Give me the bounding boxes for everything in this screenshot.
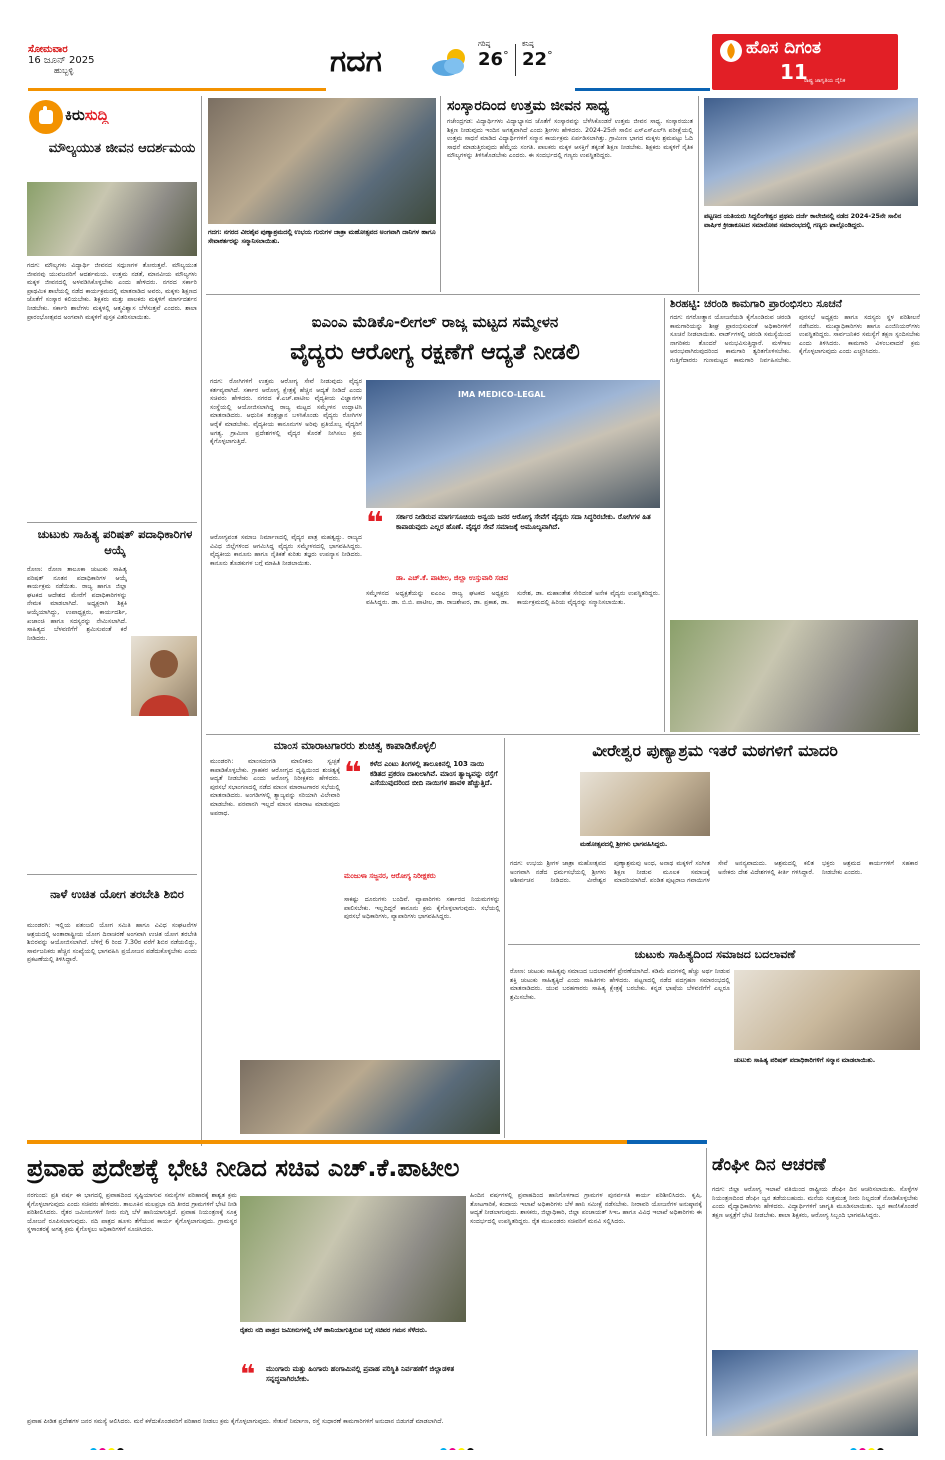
ima-right-rule xyxy=(664,298,665,732)
brand-block xyxy=(712,34,898,90)
meat-quote-mark: ❝ xyxy=(344,760,362,788)
ima-body-2: ಆರೋಗ್ಯವಂತ ಸಮಾಜ ನಿರ್ಮಾಣದಲ್ಲಿ ವೈದ್ಯರ ಪಾತ್ರ ಮಹತ್ವದ್ದು. ರಾಜ್ಯದ ವಿವಿಧ ಜಿಲ್ಲೆಗಳಿಂದ ಆಗಮಿಸಿದ್ದ ವೈದ್ಯರು ಸಮ್ಮೇಳನದಲ್ಲಿ ಭಾಗವಹಿಸಿದ್ದರು. ವೈದ್ಯಕೀಯ ಕಾನೂನು ಹಾಗೂ ನೈತಿಕತೆ ಕುರಿತು ತಜ್ಞರು ಉಪನ್ಯಾಸ ನೀಡಿದರು. ಕಾನೂನು ತೊಡಕುಗಳ ಬಗ್ಗೆ ಮಾಹಿತಿ ನೀಡಲಾಯಿತು. xyxy=(210,534,362,567)
sidebar-story3-body: ಮುಂಡರಗಿ: ಇಲ್ಲಿಯ ಪತಂಜಲಿ ಯೋಗ ಸಮಿತಿ ಹಾಗೂ ವಿವಿಧ ಸಂಘಟನೆಗಳ ಆಶ್ರಯದಲ್ಲಿ ಅಂತಾರಾಷ್ಟ್ರೀಯ ಯೋಗ ದಿನಾಚರಣೆ ಅಂಗವಾಗಿ ಉಚಿತ ಯೋಗ ತರಬೇತಿ ಶಿಬಿರವನ್ನು ಆಯೋಜಿಸಲಾಗಿದೆ. ಬೆಳಿಗ್ಗೆ 6 ರಿಂದ 7.30ರ ವರೆಗೆ ಶಿಬಿರ ನಡೆಯಲಿದ್ದು, ಸಾರ್ವಜನಿಕರು ಹೆಚ್ಚಿನ ಸಂಖ್ಯೆಯಲ್ಲಿ ಭಾಗವಹಿಸಿ ಪ್ರಯೋಜನ ಪಡೆದುಕೊಳ್ಳಬೇಕು ಎಂದು ಪ್ರಕಟಣೆಯಲ್ಲಿ ತಿಳಿಸಿದ್ದಾರೆ. xyxy=(27,922,197,964)
registration-dots-left xyxy=(90,1440,150,1450)
sidebar-divider-2 xyxy=(27,874,197,875)
ima-quote-by: ಡಾ. ಎಚ್.ಕೆ. ಪಾಟೀಲ, ಜಿಲ್ಲಾ ಉಸ್ತುವಾರಿ ಸಚಿವ xyxy=(396,574,508,582)
top-story-title: ಸಂಸ್ಕಾರದಿಂದ ಉತ್ತಮ ಜೀವನ ಸಾಧ್ಯ xyxy=(447,98,610,114)
sidebar xyxy=(27,96,199,1146)
max-temp: 26 xyxy=(478,49,504,70)
top-photo-2 xyxy=(704,98,918,206)
bottom-body-1: ನರಗುಂದ: ಪ್ರತಿ ವರ್ಷ ಈ ಭಾಗದಲ್ಲಿ ಪ್ರವಾಹದಿಂದ ಸೃಷ್ಟಿಯಾಗುವ ಸಮಸ್ಯೆಗಳ ಪರಿಹಾರಕ್ಕೆ ಶಾಶ್ವತ ಕ್ರಮ ಕೈಗೊಳ್ಳಲಾಗುವುದು ಎಂದು ಸಚಿವರು ಹೇಳಿದರು. ತಾಲೂಕಿನ ಮಲಪ್ರಭಾ ನದಿ ತೀರದ ಗ್ರಾಮಗಳಿಗೆ ಭೇಟಿ ನೀಡಿ ಪರಿಶೀಲಿಸಿದರು. ರೈತರ ಜಮೀನುಗಳಿಗೆ ನೀರು ನುಗ್ಗಿ ಬೆಳೆ ಹಾನಿಯಾಗುತ್ತಿದೆ. ಪ್ರವಾಹ ನಿಯಂತ್ರಣಕ್ಕೆ ಸೂಕ್ತ ಯೋಜನೆ ರೂಪಿಸಲಾಗುವುದು. ನದಿ ಪಾತ್ರದ ಹೂಳು ತೆಗೆಯುವ ಕಾರ್ಯ ಕೈಗೊಳ್ಳಲಾಗುವುದು. ಗ್ರಾಮಸ್ಥರ ಸ್ಥಳಾಂತರಕ್ಕೆ ಅಗತ್ಯ ಕ್ರಮ ಕೈಗೊಳ್ಳಲು ಅಧಿಕಾರಿಗಳಿಗೆ ಸೂಚಿಸಿದರು. xyxy=(27,1192,237,1234)
bottom-photo xyxy=(240,1196,466,1322)
meat-quote: ಕಳೆದ ಎಂಟು ತಿಂಗಳಲ್ಲಿ ತಾಲೂಕಿನಲ್ಲಿ 103 ನಾಯಿ ಕಡಿತದ ಪ್ರಕರಣ ದಾಖಲಾಗಿವೆ. ಮಾಂಸ ತ್ಯಾಜ್ಯವನ್ನು ರಸ್ತೆಗೆ ಎಸೆಯುವುದರಿಂದ ಬೀದಿ ನಾಯಿಗಳ ಹಾವಳಿ ಹೆಚ್ಚುತ್ತಿದೆ. xyxy=(370,760,498,788)
top-story-body: ಗಜೇಂದ್ರಗಡ: ವಿದ್ಯಾರ್ಥಿಗಳು ವಿದ್ಯಾಭ್ಯಾಸದ ಜೊತೆಗೆ ಸಂಸ್ಕಾರವನ್ನು ಬೆಳೆಸಿಕೊಂಡರೆ ಉತ್ತಮ ಜೀವನ ಸಾಧ್ಯ. ಸಂಸ್ಕಾರಯುತ ಶಿಕ್ಷಣ ನೀಡುವುದು ಇಂದಿನ ಅಗತ್ಯವಾಗಿದೆ ಎಂದು ಶ್ರೀಗಳು ಹೇಳಿದರು. 2024-25ನೇ ಸಾಲಿನ ಎಸ್‌ಎಸ್‌ಎಲ್‌ಸಿ ಪರೀಕ್ಷೆಯಲ್ಲಿ ಉತ್ತಮ ಸಾಧನೆ ಮಾಡಿದ ವಿದ್ಯಾರ್ಥಿಗಳಿಗೆ ಸನ್ಮಾನ ಕಾರ್ಯಕ್ರಮ ಏರ್ಪಡಿಸಲಾಗಿತ್ತು. ಗ್ರಾಮೀಣ ಭಾಗದ ಮಕ್ಕಳು ಶ್ರಮಪಟ್ಟು ಓದಿ ಸಾಧನೆ ಮಾಡುತ್ತಿರುವುದು ಹೆಮ್ಮೆಯ ಸಂಗತಿ. ಪಾಲಕರು ಮಕ್ಕಳ ಆಸಕ್ತಿಗೆ ತಕ್ಕಂತೆ ಶಿಕ್ಷಣ ನೀಡಬೇಕು. ಶಿಕ್ಷಕರು ಮಕ್ಕಳಿಗೆ ನೈತಿಕ ಮೌಲ್ಯಗಳನ್ನು ತಿಳಿಸಿಕೊಡಬೇಕು ಎಂದರು. ಈ ಸಂದರ್ಭದಲ್ಲಿ ಗಣ್ಯರು ಉಪಸ್ಥಿತರಿದ್ದರು. xyxy=(447,118,693,160)
bottom-body-2: ಪ್ರವಾಹ ಪೀಡಿತ ಪ್ರದೇಶಗಳ ಜನರ ಸಮಸ್ಯೆ ಆಲಿಸಿದರು. ಮನೆ ಕಳೆದುಕೊಂಡವರಿಗೆ ಪರಿಹಾರ ನೀಡಲು ಕ್ರಮ ಕೈಗೊಳ್ಳಲಾಗುವುದು. ಸೇತುವೆ ನಿರ್ಮಾಣ, ರಸ್ತೆ ಸುಧಾರಣೆ ಕಾಮಗಾರಿಗಳಿಗೆ ಅನುದಾನ ಬಿಡುಗಡೆ ಮಾಡಲಾಗಿದೆ. xyxy=(27,1418,444,1425)
ima-body-1: ಗದಗ: ರೋಗಿಗಳಿಗೆ ಉತ್ತಮ ಆರೋಗ್ಯ ಸೇವೆ ನೀಡುವುದು ವೈದ್ಯರ ಕರ್ತವ್ಯವಾಗಿದೆ. ಸರ್ಕಾರ ಆರೋಗ್ಯ ಕ್ಷೇತ್ರಕ್ಕೆ ಹೆಚ್ಚಿನ ಆದ್ಯತೆ ನೀಡಿದೆ ಎಂದು ಸಚಿವರು ಹೇಳಿದರು. ನಗರದ ಕೆ.ಎಚ್.ಪಾಟೀಲ ವೈದ್ಯಕೀಯ ವಿಜ್ಞಾನಗಳ ಸಂಸ್ಥೆಯಲ್ಲಿ ಆಯೋಜಿಸಲಾಗಿದ್ದ ರಾಜ್ಯ ಮಟ್ಟದ ಸಮ್ಮೇಳನ ಉದ್ಘಾಟಿಸಿ ಮಾತನಾಡಿದರು. ಆಧುನಿಕ ತಂತ್ರಜ್ಞಾನ ಬಳಸಿಕೊಂಡು ವೈದ್ಯರು ರೋಗಿಗಳ ಆರೈಕೆ ಮಾಡಬೇಕು. ವೈದ್ಯಕೀಯ ಕಾನೂನುಗಳ ಅರಿವು ಪ್ರತಿಯೊಬ್ಬ ವೈದ್ಯರಿಗೆ ಅಗತ್ಯ. ಗ್ರಾಮೀಣ ಪ್ರದೇಶಗಳಲ್ಲಿ ವೈದ್ಯರ ಕೊರತೆ ನೀಗಿಸಲು ಕ್ರಮ ಕೈಗೊಳ್ಳಲಾಗುತ್ತಿದೆ. xyxy=(210,378,362,446)
max-deg: ° xyxy=(503,49,509,62)
shirahatti-title: ಶಿರಹಟ್ಟಿ: ಚರಂಡಿ ಕಾಮಗಾರಿ ಪ್ರಾರಂಭಿಸಲು ಸೂಚನೆ xyxy=(670,298,842,310)
max-label: ಗರಿಷ್ಠ xyxy=(478,40,491,48)
bottom-body-3: ಹಿಂದಿನ ವರ್ಷಗಳಲ್ಲಿ ಪ್ರವಾಹದಿಂದ ಹಾನಿಗೊಳಗಾದ ಗ್ರಾಮಗಳ ಪುನರ್ವಸತಿ ಕಾರ್ಯ ಪರಿಶೀಲಿಸಿದರು. ಕೃಷಿ, ತೋಟಗಾರಿಕೆ, ಕಂದಾಯ ಇಲಾಖೆ ಅಧಿಕಾರಿಗಳು ಬೆಳೆ ಹಾನಿ ಸಮೀಕ್ಷೆ ನಡೆಸಬೇಕು. ನೀರಾವರಿ ಯೋಜನೆಗಳ ಅನುಷ್ಠಾನಕ್ಕೆ ಆದ್ಯತೆ ನೀಡಲಾಗುವುದು. ಶಾಸಕರು, ಜಿಲ್ಲಾಧಿಕಾರಿ, ಜಿಲ್ಲಾ ಪಂಚಾಯತ್ ಸಿಇಒ ಹಾಗೂ ವಿವಿಧ ಇಲಾಖೆ ಅಧಿಕಾರಿಗಳು ಈ ಸಂದರ್ಭದಲ್ಲಿ ಉಪಸ್ಥಿತರಿದ್ದರು. ರೈತ ಮುಖಂಡರು ಸಚಿವರಿಗೆ ಮನವಿ ಸಲ್ಲಿಸಿದರು. xyxy=(470,1192,702,1225)
min-temp: 22 xyxy=(522,49,548,70)
veeresh-photo-caption: ಮಹೋತ್ಸವದಲ್ಲಿ ಶ್ರೀಗಳು ಭಾಗವಹಿಸಿದ್ದರು. xyxy=(580,840,668,848)
registration-dots-right xyxy=(850,1440,910,1450)
masthead-city: ಗದಗ xyxy=(330,44,382,79)
bottom-top-bar-blue xyxy=(627,1140,707,1144)
sidebar-vertical-rule xyxy=(201,96,202,1146)
chutuku-photo xyxy=(734,970,920,1050)
sidebar-story2-body: ರೋಣ: ರೋಣ ತಾಲೂಕಾ ಚುಟುಕು ಸಾಹಿತ್ಯ ಪರಿಷತ್ ನೂತನ ಪದಾಧಿಕಾರಿಗಳ ಆಯ್ಕೆ ಕಾರ್ಯಕ್ರಮ ನಡೆಯಿತು. ರಾಜ್ಯ ಹಾಗೂ ಜಿಲ್ಲಾ ಘಟಕದ ಆದೇಶದ ಮೇರೆಗೆ ಪದಾಧಿಕಾರಿಗಳನ್ನು ನೇಮಕ ಮಾಡಲಾಗಿದೆ. ಅಧ್ಯಕ್ಷರಾಗಿ ಶಿಕ್ಷಕಿ ಆಯ್ಕೆಯಾಗಿದ್ದು, ಉಪಾಧ್ಯಕ್ಷರು, ಕಾರ್ಯದರ್ಶಿ, ಖಜಾಂಚಿ ಹಾಗೂ ಸದಸ್ಯರನ್ನು ನೇಮಿಸಲಾಗಿದೆ. ಸಾಹಿತ್ಯದ ಬೆಳವಣಿಗೆಗೆ ಶ್ರಮಿಸುವಂತೆ ಕರೆ ನೀಡಿದರು. xyxy=(27,566,127,642)
kiru-word: ಕಿರು xyxy=(65,106,85,124)
meat-body-2: ಸಾಕಷ್ಟು ದೂರುಗಳು ಬಂದಿವೆ. ವ್ಯಾಪಾರಿಗಳು ಸರ್ಕಾರದ ನಿಯಮಗಳನ್ನು ಪಾಲಿಸಬೇಕು. ಇಲ್ಲದಿದ್ದರೆ ಕಾನೂನು ಕ್ರಮ ಕೈಗೊಳ್ಳಲಾಗುವುದು. ಸಭೆಯಲ್ಲಿ ಪುರಸಭೆ ಅಧಿಕಾರಿಗಳು, ವ್ಯಾಪಾರಿಗಳು ಭಾಗವಹಿಸಿದ್ದರು. xyxy=(344,896,500,921)
weather-max xyxy=(478,40,518,84)
ima-photo xyxy=(366,380,660,508)
masthead-edition: ಹುಬ್ಬಳ್ಳಿ xyxy=(54,66,74,75)
brand-tagline: ರಾಷ್ಟ್ರ ಜಾಗೃತಿಯ ದೈನಿಕ xyxy=(804,78,846,84)
veeresh-body: ಗದಗ: ಉಭಯ ಶ್ರೀಗಳ ಜಾತ್ರಾ ಮಹೋತ್ಸವದ ಅಂಗವಾಗಿ ನಡೆದ ಧರ್ಮಸಭೆಯಲ್ಲಿ ಶ್ರೀಗಳು ಆಶೀರ್ವಚನ ನೀಡಿದರು. ವೀರೇಶ್ವರ ಪುಣ್ಯಾಶ್ರಮವು ಅಂಧ, ಅನಾಥ ಮಕ್ಕಳಿಗೆ ಸಂಗೀತ ಶಿಕ್ಷಣ ನೀಡುವ ಮೂಲಕ ಸಮಾಜಕ್ಕೆ ಮಾದರಿಯಾಗಿದೆ. ಪಂಡಿತ ಪುಟ್ಟರಾಜ ಗವಾಯಿಗಳ ಸೇವೆ ಅನನ್ಯವಾದುದು. ಆಶ್ರಮದಲ್ಲಿ ಕಲಿತ ಅನೇಕರು ದೇಶ ವಿದೇಶಗಳಲ್ಲಿ ಕೀರ್ತಿ ಗಳಿಸಿದ್ದಾರೆ. ಭಕ್ತರು ಆಶ್ರಮದ ಕಾರ್ಯಗಳಿಗೆ ಸಹಕಾರ ನೀಡಬೇಕು ಎಂದರು. xyxy=(510,860,918,885)
top-row-bottom-rule xyxy=(206,294,920,295)
weather-icon xyxy=(428,46,472,78)
chutuku-photo-caption: ಚುಟುಕು ಸಾಹಿತ್ಯ ಪರಿಷತ್ ಪದಾಧಿಕಾರಿಗಳಿಗೆ ಸನ್ಮಾನ ಮಾಡಲಾಯಿತು. xyxy=(734,1056,876,1064)
top-photo-1-caption: ಗದಗ: ನಗರದ ವೀರಶೈವ ಪುಣ್ಯಾಶ್ರಮದಲ್ಲಿ ಉಭಯ ಗುರುಗಳ ಜಾತ್ರಾ ಮಹೋತ್ಸವದ ಅಂಗವಾಗಿ ದಾನಿಗಳ ಹಾಗೂ ಸೇವಾಕರ್ತರನ್ನು ಸನ್ಮಾನಿಸಲಾಯಿತು. xyxy=(208,228,436,245)
veeresh-bottom-rule xyxy=(508,944,920,945)
ima-banner-text: IMA MEDICO-LEGAL xyxy=(458,390,546,399)
top-vertical-rule-2 xyxy=(698,96,699,292)
hand-icon xyxy=(29,100,63,134)
veeresh-photo xyxy=(580,772,710,836)
sidebar-story2-photo xyxy=(131,636,197,716)
chutuku-body: ರೋಣ: ಚುಟುಕು ಸಾಹಿತ್ಯವು ಸಮಾಜದ ಬದಲಾವಣೆಗೆ ಪ್ರೇರಣೆಯಾಗಿದೆ. ಕಡಿಮೆ ಪದಗಳಲ್ಲಿ ಹೆಚ್ಚು ಅರ್ಥ ನೀಡುವ ಶಕ್ತಿ ಚುಟುಕು ಸಾಹಿತ್ಯಕ್ಕಿದೆ ಎಂದು ಸಾಹಿತಿಗಳು ಹೇಳಿದರು. ಪಟ್ಟಣದಲ್ಲಿ ನಡೆದ ಪದಗ್ರಹಣ ಸಮಾರಂಭದಲ್ಲಿ ಮಾತನಾಡಿದರು. ಯುವ ಬರಹಗಾರರು ಸಾಹಿತ್ಯ ಕ್ಷೇತ್ರಕ್ಕೆ ಬರಬೇಕು. ಕನ್ನಡ ಭಾಷೆಯ ಬೆಳವಣಿಗೆಗೆ ಎಲ್ಲರೂ ಶ್ರಮಿಸಬೇಕು. xyxy=(510,968,730,1001)
sidebar-divider-1 xyxy=(27,522,197,523)
sidebar-story1-body: ಗದಗ: ಮೌಲ್ಯಗಳು ವಿದ್ಯಾರ್ಥಿ ಜೀವನದ ಸದ್ಗುಣಗಳ ತೋರುತ್ತವೆ. ಮೌಲ್ಯಯುತ ಜೀವನವು ಯುವಜನರಿಗೆ ಆದರ್ಶಮಯ. ಉತ್ತಮ ನಡತೆ, ಮಾನವೀಯ ಮೌಲ್ಯಗಳು ಮಕ್ಕಳ ಜೀವನದಲ್ಲಿ ಅಳವಡಿಸಿಕೊಳ್ಳಬೇಕು ಎಂದು ಹೇಳಿದರು. ನಗರದ ಸರ್ಕಾರಿ ಪ್ರಾಥಮಿಕ ಶಾಲೆಯಲ್ಲಿ ನಡೆದ ಕಾರ್ಯಕ್ರಮದಲ್ಲಿ ಮಾತನಾಡಿದ ಅವರು, ಮಕ್ಕಳು ಶಿಕ್ಷಣದ ಜೊತೆಗೆ ಸಂಸ್ಕಾರ ಕಲಿಯಬೇಕು. ಶಿಕ್ಷಕರು ಮತ್ತು ಪಾಲಕರು ಮಕ್ಕಳಿಗೆ ಮಾರ್ಗದರ್ಶನ ನೀಡಬೇಕು. ಸರ್ಕಾರಿ ಶಾಲೆಗಳು ಮಕ್ಕಳಲ್ಲಿ ಆತ್ಮವಿಶ್ವಾಸ ಬೆಳೆಸುತ್ತವೆ ಎಂದರು. ಶಾಲಾ ಪ್ರಾರಂಭೋತ್ಸವದ ಅಂಗವಾಗಿ ಮಕ್ಕಳಿಗೆ ಪುಸ್ತಕ ವಿತರಿಸಲಾಯಿತು. xyxy=(27,262,197,321)
brand-name: ಹೊಸ ದಿಗಂತ xyxy=(746,38,821,58)
dengue-title: ಡೆಂಘೀ ದಿನ ಆಚರಣೆ xyxy=(712,1155,826,1175)
masthead-left-bar xyxy=(28,88,326,91)
suddi-word: ಸುದ್ದಿ xyxy=(84,106,109,124)
meat-right-rule xyxy=(504,738,505,1138)
bottom-headline: ಪ್ರವಾಹ ಪ್ರದೇಶಕ್ಕೆ ಭೇಟಿ ನೀಡಿದ ಸಚಿವ ಎಚ್.ಕೆ.ಪಾಟೀಲ xyxy=(27,1154,460,1182)
chutuku-title: ಚುಟುಕು ಸಾಹಿತ್ಯದಿಂದ ಸಮಾಜದ ಬದಲಾವಣೆ xyxy=(634,948,796,961)
weather-divider xyxy=(515,44,516,76)
sidebar-story1-photo xyxy=(27,182,197,256)
sidebar-story2-title: ಚುಟುಕು ಸಾಹಿತ್ಯ ಪರಿಷತ್ ಪದಾಧಿಕಾರಿಗಳ ಆಯ್ಕೆ xyxy=(37,527,193,557)
bottom-vertical-rule xyxy=(706,1148,707,1436)
ima-headline: ವೈದ್ಯರು ಆರೋಗ್ಯ ರಕ್ಷಣೆಗೆ ಆದ್ಯತೆ ನೀಡಲಿ xyxy=(290,340,580,365)
meat-title: ಮಾಂಸ ಮಾರಾಟಗಾರರು ಶುಚಿತ್ವ ಕಾಪಾಡಿಕೊಳ್ಳಲಿ xyxy=(273,740,437,752)
bottom-top-bar-orange xyxy=(27,1140,627,1144)
page-number: 11 xyxy=(780,60,808,84)
meat-body-1: ಮುಂಡರಗಿ: ಮಾಂಸದಂಗಡಿ ಮಾಲೀಕರು ಸ್ವಚ್ಛತೆ ಕಾಪಾಡಿಕೊಳ್ಳಬೇಕು. ಗ್ರಾಹಕರ ಆರೋಗ್ಯದ ದೃಷ್ಟಿಯಿಂದ ಶುಚಿತ್ವಕ್ಕೆ ಆದ್ಯತೆ ನೀಡಬೇಕು ಎಂದು ಆರೋಗ್ಯ ನಿರೀಕ್ಷಕರು ಹೇಳಿದರು. ಪುರಸಭೆ ಸಭಾಂಗಣದಲ್ಲಿ ನಡೆದ ಮಾಂಸ ಮಾರಾಟಗಾರರ ಸಭೆಯಲ್ಲಿ ಮಾತನಾಡಿದರು. ಅಂಗಡಿಗಳಲ್ಲಿ ತ್ಯಾಜ್ಯವನ್ನು ಸರಿಯಾಗಿ ವಿಲೇವಾರಿ ಮಾಡಬೇಕು. ಪರವಾನಗಿ ಇಲ್ಲದೆ ಮಾಂಸ ಮಾರಾಟ ಮಾಡುವುದು ಅಪರಾಧ. xyxy=(210,758,340,817)
min-deg: ° xyxy=(547,49,553,62)
mid-row-rule xyxy=(206,734,920,735)
masthead xyxy=(0,0,945,92)
shirahatti-body: ಗದಗ: ನಗರೋತ್ಥಾನ ಯೋಜನೆಯಡಿ ಕೈಗೊಂಡಿರುವ ಚರಂಡಿ ಕಾಮಗಾರಿಯನ್ನು ಶೀಘ್ರ ಪ್ರಾರಂಭಿಸುವಂತೆ ಅಧಿಕಾರಿಗಳಿಗೆ ಸೂಚನೆ ನೀಡಲಾಯಿತು. ವಾರ್ಡ್‌ಗಳಲ್ಲಿ ಚರಂಡಿ ಸಮಸ್ಯೆಯಿಂದ ನಾಗರಿಕರು ತೊಂದರೆ ಅನುಭವಿಸುತ್ತಿದ್ದಾರೆ. ಮಳೆಗಾಲ ಆರಂಭವಾಗಿರುವುದರಿಂದ ಕಾಮಗಾರಿ ತ್ವರಿತಗೊಳಿಸಬೇಕು. ಗುತ್ತಿಗೆದಾರರು ಗುಣಮಟ್ಟದ ಕಾಮಗಾರಿ ನಿರ್ವಹಿಸಬೇಕು. ಪುರಸಭೆ ಅಧ್ಯಕ್ಷರು ಹಾಗೂ ಸದಸ್ಯರು ಸ್ಥಳ ಪರಿಶೀಲನೆ ನಡೆಸಿದರು. ಮುಖ್ಯಾಧಿಕಾರಿಗಳು ಹಾಗೂ ಎಂಜಿನಿಯರ್‌ಗಳು ಉಪಸ್ಥಿತರಿದ್ದರು. ಸಾರ್ವಜನಿಕರ ಸಮಸ್ಯೆಗೆ ತಕ್ಷಣ ಸ್ಪಂದಿಸಬೇಕು ಎಂದು ತಿಳಿಸಿದರು. ಕಾಮಗಾರಿ ವಿಳಂಬವಾದರೆ ಕ್ರಮ ಕೈಗೊಳ್ಳಲಾಗುವುದು ಎಂದು ಎಚ್ಚರಿಸಿದರು. xyxy=(670,314,920,364)
ima-kicker: ಐಎಂಎ ಮೆಡಿಕೊ-ಲೀಗಲ್ ರಾಜ್ಯ ಮಟ್ಟದ ಸಮ್ಮೇಳನ xyxy=(311,313,559,331)
masthead-date: 16 ಜೂನ್ 2025 xyxy=(28,55,95,66)
bottom-quote: ಮುಂಗಾರು ಮತ್ತು ಹಿಂಗಾರು ಹಂಗಾಮಿನಲ್ಲಿ ಪ್ರವಾಹ ಪರಿಸ್ಥಿತಿ ನಿರ್ವಹಣೆಗೆ ಜಿಲ್ಲಾಡಳಿತ ಸನ್ನದ್ಧವಾಗಿರಬೇಕು. xyxy=(266,1365,455,1383)
min-label: ಕನಿಷ್ಠ xyxy=(522,40,534,48)
bottom-quote-mark: ❝ xyxy=(240,1362,256,1388)
kiru-suddi-badge xyxy=(27,100,192,134)
bottom-photo-caption: ರೈತರು ನದಿ ಪಾತ್ರದ ಜಮೀನುಗಳಲ್ಲಿ ಬೆಳೆ ಹಾನಿಯಾಗುತ್ತಿರುವ ಬಗ್ಗೆ ಸಚಿವರ ಗಮನ ಸೆಳೆದರು. xyxy=(240,1326,428,1334)
brand-logo-icon xyxy=(720,40,742,62)
ima-body-3: ಸಮ್ಮೇಳನದ ಅಧ್ಯಕ್ಷತೆಯನ್ನು ಐಎಂಎ ರಾಜ್ಯ ಘಟಕದ ಅಧ್ಯಕ್ಷರು ವಹಿಸಿದ್ದರು. ಡಾ. ಬಿ.ಬಿ. ಪಾಟೀಲ, ಡಾ. ರಾಜಶೇಖರ, ಡಾ. ಪ್ರಕಾಶ, ಡಾ. ಸುರೇಶ, ಡಾ. ಮಹಾಂತೇಶ ಸೇರಿದಂತೆ ಅನೇಕ ವೈದ್ಯರು ಉಪಸ್ಥಿತರಿದ್ದರು. ಕಾರ್ಯಕ್ರಮದಲ್ಲಿ ಹಿರಿಯ ವೈದ್ಯರನ್ನು ಸನ್ಮಾನಿಸಲಾಯಿತು. xyxy=(366,590,660,606)
dengue-body: ಗದಗ: ಜಿಲ್ಲಾ ಆರೋಗ್ಯ ಇಲಾಖೆ ವತಿಯಿಂದ ರಾಷ್ಟ್ರೀಯ ಡೆಂಘೀ ದಿನ ಆಚರಿಸಲಾಯಿತು. ಸೊಳ್ಳೆಗಳ ನಿಯಂತ್ರಣದಿಂದ ಡೆಂಘೀ ಜ್ವರ ತಡೆಯಬಹುದು. ಮನೆಯ ಸುತ್ತಮುತ್ತ ನೀರು ನಿಲ್ಲದಂತೆ ನೋಡಿಕೊಳ್ಳಬೇಕು ಎಂದು ವೈದ್ಯಾಧಿಕಾರಿಗಳು ಹೇಳಿದರು. ವಿದ್ಯಾರ್ಥಿಗಳಿಗೆ ಜಾಗೃತಿ ಮೂಡಿಸಲಾಯಿತು. ಜ್ವರ ಕಾಣಿಸಿಕೊಂಡರೆ ತಕ್ಷಣ ಆಸ್ಪತ್ರೆಗೆ ಭೇಟಿ ನೀಡಬೇಕು. ಶಾಲಾ ಶಿಕ್ಷಕರು, ಆರೋಗ್ಯ ಸಿಬ್ಬಂದಿ ಭಾಗವಹಿಸಿದ್ದರು. xyxy=(712,1186,918,1219)
top-photo-1 xyxy=(208,98,436,224)
veeresh-title: ವೀರೇಶ್ವರ ಪುಣ್ಯಾಶ್ರಮ ಇತರೆ ಮಠಗಳಿಗೆ ಮಾದರಿ xyxy=(592,741,838,760)
masthead-right-bar xyxy=(575,88,710,91)
meat-quote-by: ಮಂಜುಳಾ ಸಜ್ಜನರ, ಆರೋಗ್ಯ ನಿರೀಕ್ಷಕರು xyxy=(344,872,436,880)
top-photo-2-caption: ಪಟ್ಟಣದ ಯತಿಯರು ಸಿದ್ದಲಿಂಗೇಶ್ವರ ಪ್ರಥಮ ದರ್ಜೆ ಕಾಲೇಜಿನಲ್ಲಿ ನಡೆದ 2024-25ನೇ ಸಾಲಿನ ವಾರ್ಷಿಕ ಕ್ರೀಡಾಕೂಟದ ಸಮಾರೋಪ ಸಮಾರಂಭದಲ್ಲಿ ಗಣ್ಯರು ಪಾಲ್ಗೊಂಡಿದ್ದರು. xyxy=(704,212,902,229)
meat-photo xyxy=(240,1060,500,1134)
masthead-date-block xyxy=(28,44,148,84)
masthead-day: ಸೋಮವಾರ xyxy=(28,44,68,55)
top-vertical-rule-1 xyxy=(440,96,441,292)
ima-quote-mark: ❝ xyxy=(366,510,384,538)
weather-min xyxy=(522,40,562,84)
registration-dots-center xyxy=(440,1440,500,1450)
ima-quote: ಸರ್ಕಾರ ನೀಡಿರುವ ಮಾರ್ಗಸೂಚಿಯ ಅನ್ವಯ ಜನರ ಆರೋಗ್ಯ ಸೇವೆಗೆ ವೈದ್ಯರು ಸದಾ ಸಿದ್ಧರಿರಬೇಕು. ರೋಗಿಗಳ ಹಿತ ಕಾಪಾಡುವುದು ಎಲ್ಲರ ಹೊಣೆ. ವೈದ್ಯರ ಸೇವೆ ಸಮಾಜಕ್ಕೆ ಅಮೂಲ್ಯವಾಗಿದೆ. xyxy=(396,513,651,531)
sidebar-story1-title: ಮೌಲ್ಯಯುತ ಜೀವನ ಆದರ್ಶಮಯ xyxy=(48,141,196,156)
shirahatti-photo xyxy=(670,620,918,732)
sidebar-story3-title: ನಾಳೆ ಉಚಿತ ಯೋಗ ತರಬೇತಿ ಶಿಬಿರ xyxy=(50,887,184,901)
kiru-label xyxy=(65,106,185,124)
dengue-photo xyxy=(712,1350,918,1436)
